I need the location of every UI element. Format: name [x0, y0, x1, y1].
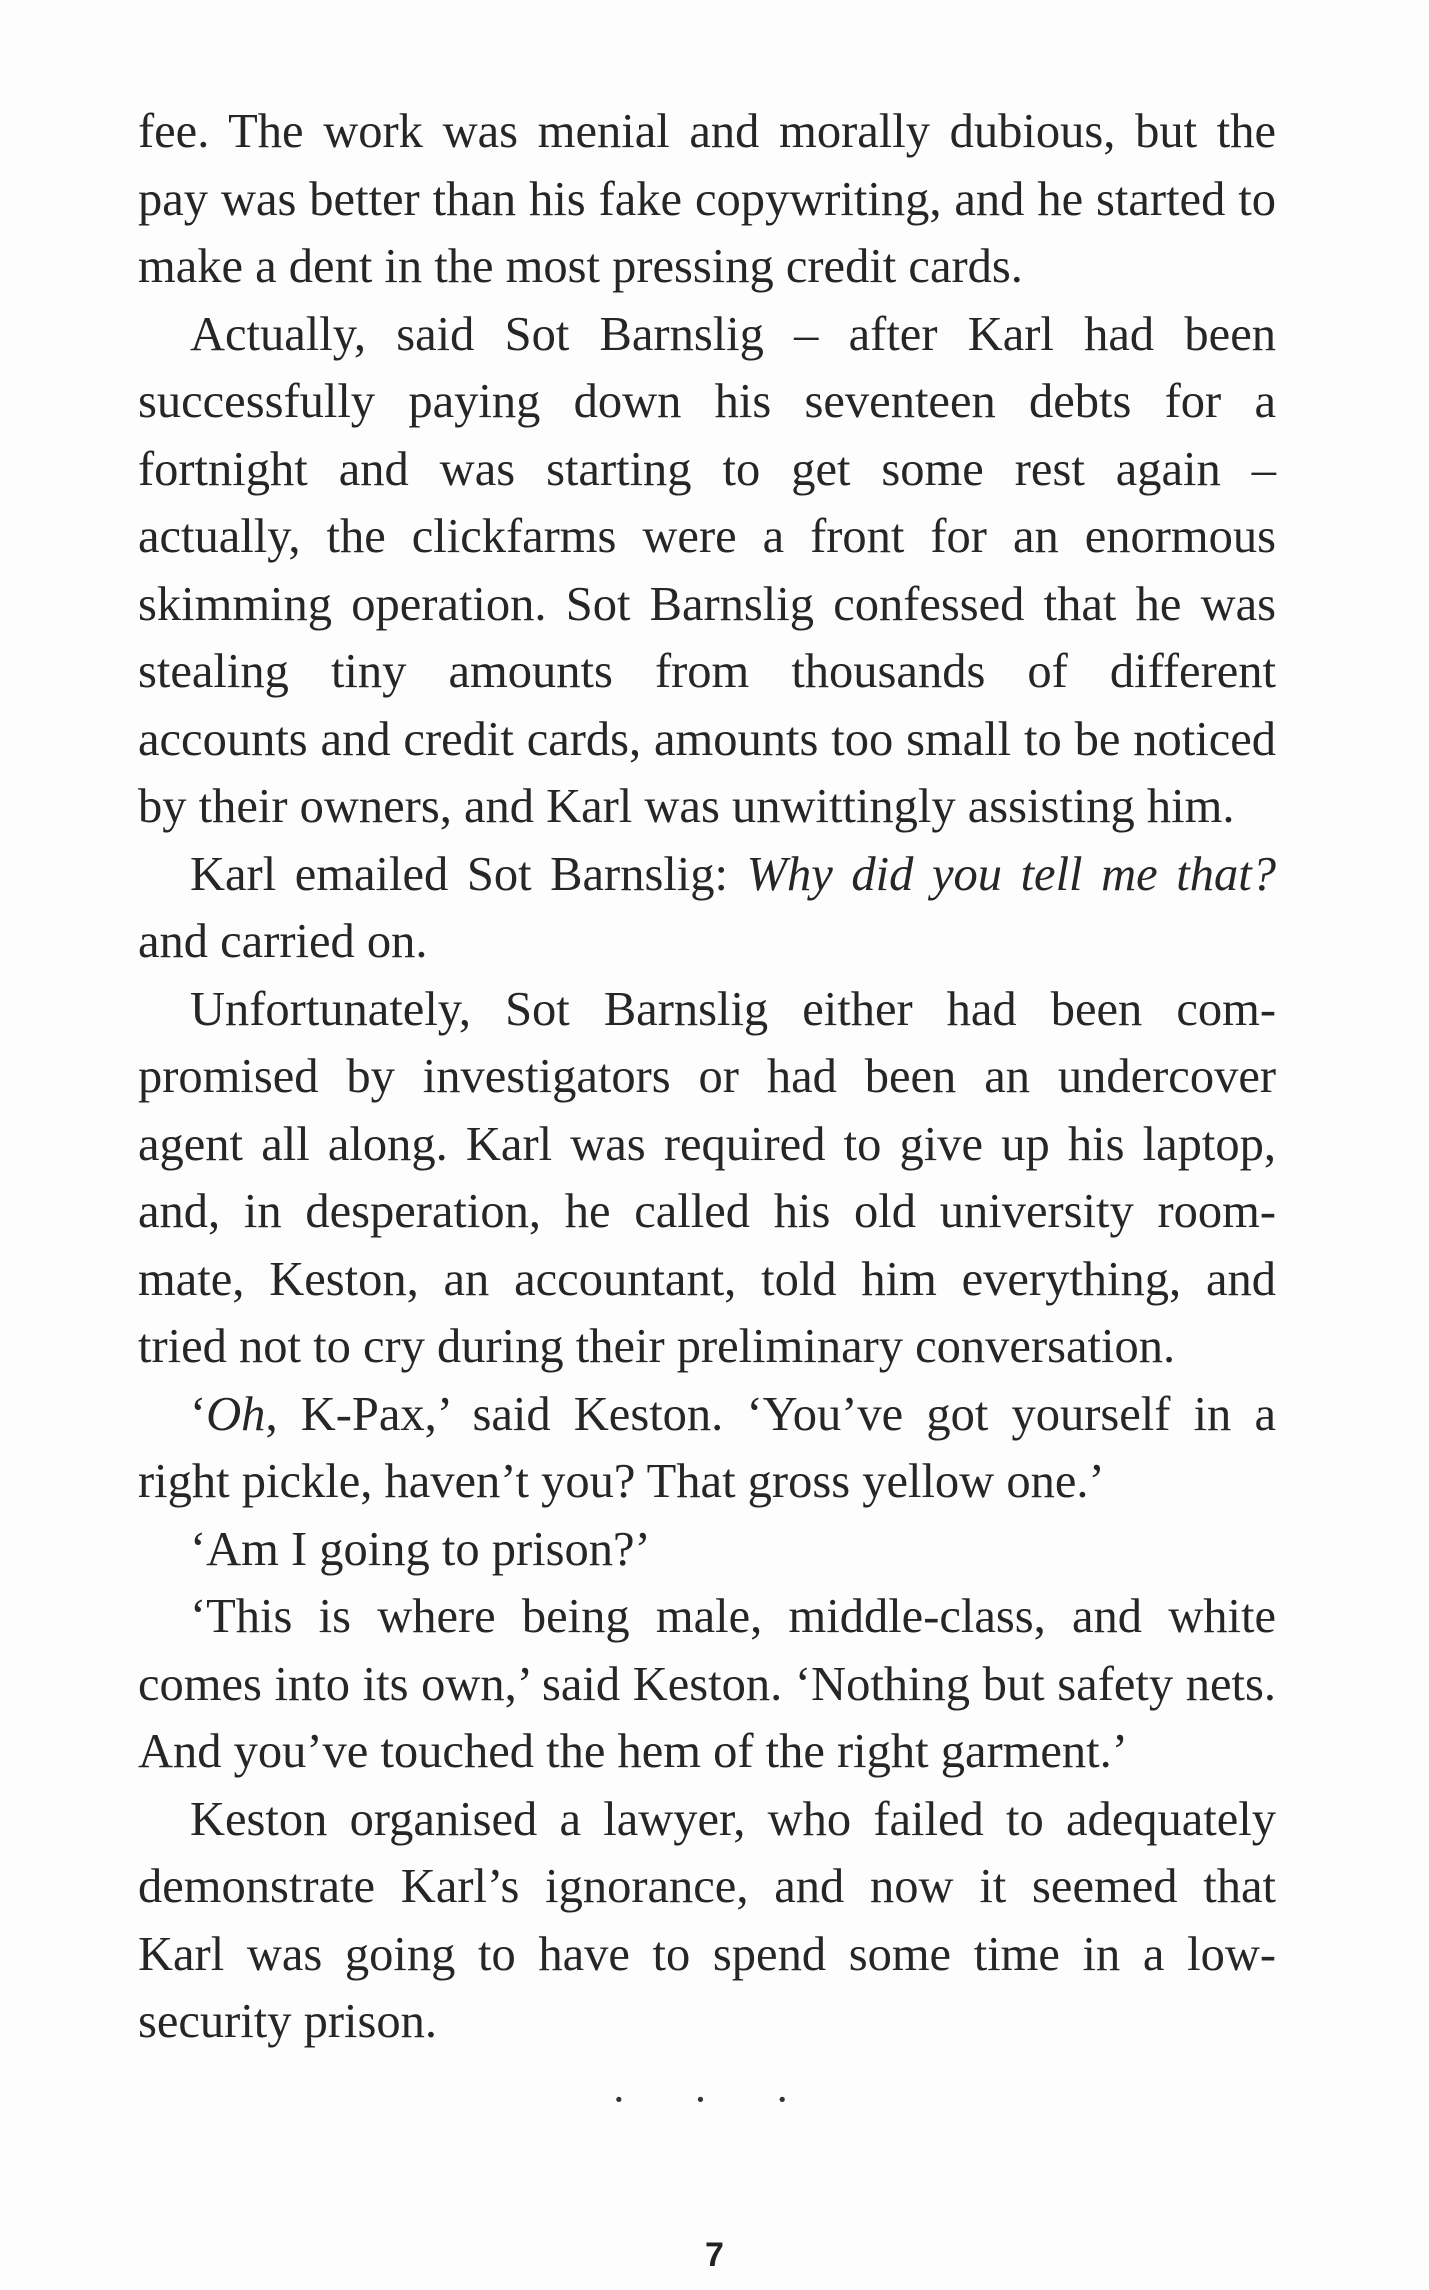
text-run: Karl emailed Sot Barnslig: — [190, 847, 747, 901]
text-run: ‘ — [190, 1387, 207, 1441]
paragraph — [138, 976, 1276, 1381]
paragraph — [138, 1786, 1276, 2056]
text-run: , K-Pax,’ said Keston. ‘You’ve got yourself in a right pickle, haven’t you? That gross yellow one.’ — [138, 1387, 1276, 1508]
body-text — [138, 98, 1276, 2056]
text-run: ‘This is where being male, middle-class, and white comes into its own,’ said Keston. ‘Nothing but safety nets. And you’ve touched the hem of the right garment.’ — [138, 1590, 1276, 1778]
text-run: Keston organised a lawyer, who failed to adequately demonstrate Karl’s ignorance, and now it seemed that Karl was going to have to spend some time in a low-security prison. — [138, 1792, 1276, 2048]
text-run: Unfortunately, Sot Barnslig either had been compromised by investigators or had been an undercover agent all along. Karl was required to give up his laptop, and, in desperation, he called his old university room-mate, Keston, an accountant, told him everything, and tried not to cry during their preliminary conversation. — [138, 982, 1276, 1373]
italic-text: Oh — [206, 1387, 266, 1441]
text-run: and carried on. — [138, 915, 428, 968]
paragraph — [138, 1381, 1276, 1516]
text-run: fee. The work was menial and morally dubious, but the pay was better than his fake copywriting, and he started to make a dent in the most pressing credit cards. — [138, 105, 1276, 293]
italic-text: Why did you tell me that? — [746, 847, 1276, 901]
scene-break: · · · — [611, 2075, 818, 2124]
paragraph — [138, 1583, 1276, 1786]
paragraph — [138, 98, 1276, 301]
text-run: ‘Am I going to prison?’ — [190, 1522, 651, 1576]
paragraph — [138, 301, 1276, 841]
text-run: Actually, said Sot Barnslig – after Karl had been successfully paying down his seventeen debts for a fortnight and was starting to get some rest again – actually, the clickfarms were a front for an enormous skimming operation. Sot Barnslig confessed that he was stealing tiny amounts from thousands of different accounts and credit cards, amounts too small to be noticed by their owners, and Karl was unwittingly assisting him. — [138, 307, 1276, 833]
paragraph — [138, 1516, 1276, 1584]
paragraph — [138, 841, 1276, 976]
page-number: 7 — [705, 2236, 724, 2274]
